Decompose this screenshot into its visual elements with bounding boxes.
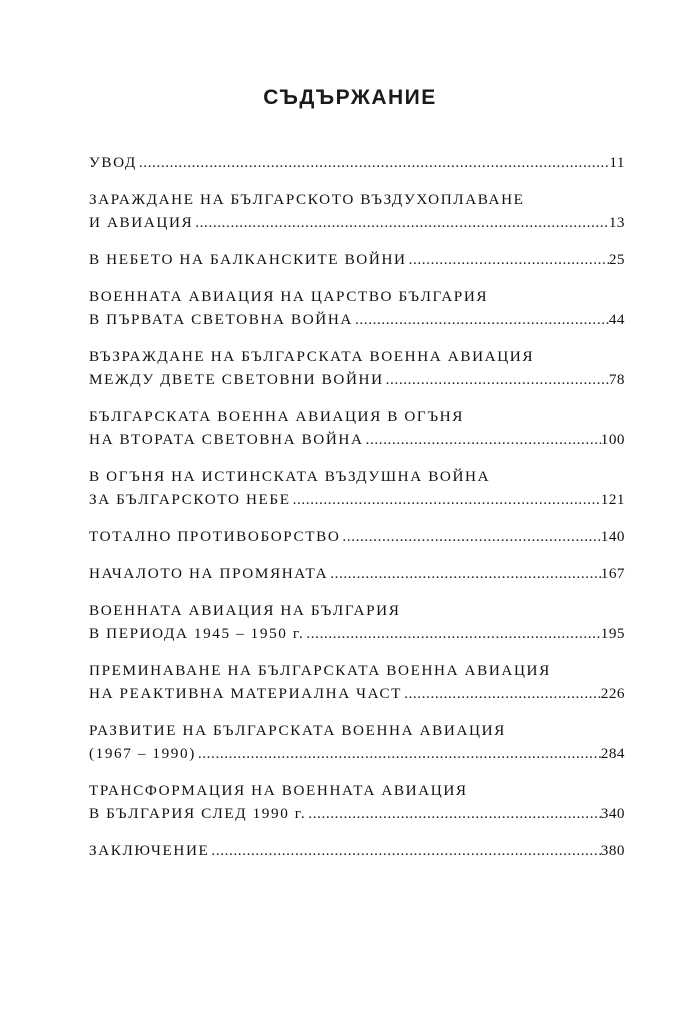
toc-entry	[89, 839, 625, 862]
toc-entry-final-line	[89, 368, 625, 391]
dot-leader	[364, 428, 601, 451]
toc-entry-title-line: В ОГЪНЯ НА ИСТИНСКАТА ВЪЗДУШНА ВОЙНА	[89, 468, 491, 485]
toc-page-number: 380	[600, 842, 625, 859]
toc-entry	[89, 151, 625, 174]
toc-entry-title-line: ВЪЗРАЖДАНЕ НА БЪЛГАРСКАТА ВОЕННА АВИАЦИЯ	[89, 348, 535, 365]
toc-entry-title-line: ТРАНСФОРМАЦИЯ НА ВОЕННАТА АВИАЦИЯ	[89, 782, 468, 799]
toc-entry-final-line	[89, 802, 625, 825]
toc-entry	[89, 599, 625, 645]
toc-entry-final-line	[89, 562, 625, 585]
toc-entry-title-line: УВОД	[89, 154, 137, 171]
dot-leader	[193, 211, 609, 234]
toc-entry-title-line: РАЗВИТИЕ НА БЪЛГАРСКАТА ВОЕННА АВИАЦИЯ	[89, 722, 506, 739]
toc-entry-final-line	[89, 525, 625, 548]
toc-entry-final-line	[89, 682, 625, 705]
toc-page-number: 340	[600, 805, 625, 822]
dot-leader	[402, 682, 601, 705]
toc-page-number: 284	[600, 745, 625, 762]
toc-entry	[89, 525, 625, 548]
toc-entry-title-line: МЕЖДУ ДВЕТЕ СВЕТОВНИ ВОЙНИ	[89, 371, 384, 388]
dot-leader	[291, 488, 601, 511]
toc-page-number: 100	[600, 431, 625, 448]
toc-entry-title-line: НА РЕАКТИВНА МАТЕРИАЛНА ЧАСТ	[89, 685, 403, 702]
toc-entry-title-line: ВОЕННАТА АВИАЦИЯ НА ЦАРСТВО БЪЛГАРИЯ	[89, 288, 489, 305]
toc-entry	[89, 659, 625, 705]
dot-leader	[384, 368, 609, 391]
page-title: СЪДЪРЖАНИЕ	[263, 86, 437, 110]
toc-page-number: 11	[609, 154, 625, 171]
toc-entry-title-line: ПРЕМИНАВАНЕ НА БЪЛГАРСКАТА ВОЕННА АВИАЦИЯ	[89, 662, 551, 679]
toc-page-number: 78	[608, 371, 625, 388]
dot-leader	[209, 839, 600, 862]
toc-entry-final-line	[89, 742, 625, 765]
toc-page-number: 195	[600, 625, 625, 642]
toc-page-number: 121	[600, 491, 625, 508]
dot-leader	[353, 308, 609, 331]
toc-entry-title-line: НАЧАЛОТО НА ПРОМЯНАТА	[89, 565, 329, 582]
toc-entry-final-line	[89, 622, 625, 645]
toc-entry-final-line	[89, 308, 625, 331]
toc-entry-final-line	[89, 488, 625, 511]
toc-entry-title-line: БЪЛГАРСКАТА ВОЕННА АВИАЦИЯ В ОГЪНЯ	[89, 408, 464, 425]
toc-entry-title-line: НА ВТОРАТА СВЕТОВНА ВОЙНА	[89, 431, 364, 448]
toc-entry-title-line: В ПЪРВАТА СВЕТОВНА ВОЙНА	[89, 311, 353, 328]
dot-leader	[137, 151, 610, 174]
toc-entry	[89, 345, 625, 391]
toc-entry	[89, 285, 625, 331]
toc-entry-title-line: ЗА БЪЛГАРСКОТО НЕБЕ	[89, 491, 291, 508]
toc-entry-title-line: В БЪЛГАРИЯ СЛЕД 1990 г.	[89, 805, 307, 822]
toc-entry	[89, 188, 625, 234]
toc-entry-final-line	[89, 211, 625, 234]
dot-leader	[196, 742, 601, 765]
toc-entry	[89, 465, 625, 511]
toc-entry-final-line	[89, 839, 625, 862]
toc-entry-title-line: ВОЕННАТА АВИАЦИЯ НА БЪЛГАРИЯ	[89, 602, 401, 619]
toc-page-number: 140	[600, 528, 625, 545]
toc-entry-title-line: И АВИАЦИЯ	[89, 214, 194, 231]
table-of-contents	[89, 151, 625, 876]
toc-entry-final-line	[89, 428, 625, 451]
toc-page-number: 25	[608, 251, 625, 268]
toc-entry	[89, 405, 625, 451]
toc-entry-title-line: (1967 – 1990)	[89, 745, 196, 762]
dot-leader	[407, 248, 609, 271]
toc-entry-title-line: В НЕБЕТО НА БАЛКАНСКИТЕ ВОЙНИ	[89, 251, 407, 268]
dot-leader	[340, 525, 600, 548]
toc-entry	[89, 248, 625, 271]
toc-entry-final-line	[89, 248, 625, 271]
dot-leader	[304, 622, 600, 645]
toc-page-number: 13	[608, 214, 625, 231]
toc-page-number: 167	[600, 565, 625, 582]
toc-page-number: 226	[600, 685, 625, 702]
toc-entry	[89, 779, 625, 825]
toc-entry-title-line: В ПЕРИОДА 1945 – 1950 г.	[89, 625, 305, 642]
toc-entry-title-line: ЗАКЛЮЧЕНИЕ	[89, 842, 210, 859]
toc-entry-title-line: ЗАРАЖДАНЕ НА БЪЛГАРСКОТО ВЪЗДУХОПЛАВАНЕ	[89, 191, 525, 208]
toc-entry	[89, 719, 625, 765]
toc-page-number: 44	[608, 311, 625, 328]
toc-entry-title-line: ТОТАЛНО ПРОТИВОБОРСТВО	[89, 528, 341, 545]
dot-leader	[328, 562, 601, 585]
toc-entry-final-line	[89, 151, 625, 174]
toc-entry	[89, 562, 625, 585]
dot-leader	[306, 802, 600, 825]
